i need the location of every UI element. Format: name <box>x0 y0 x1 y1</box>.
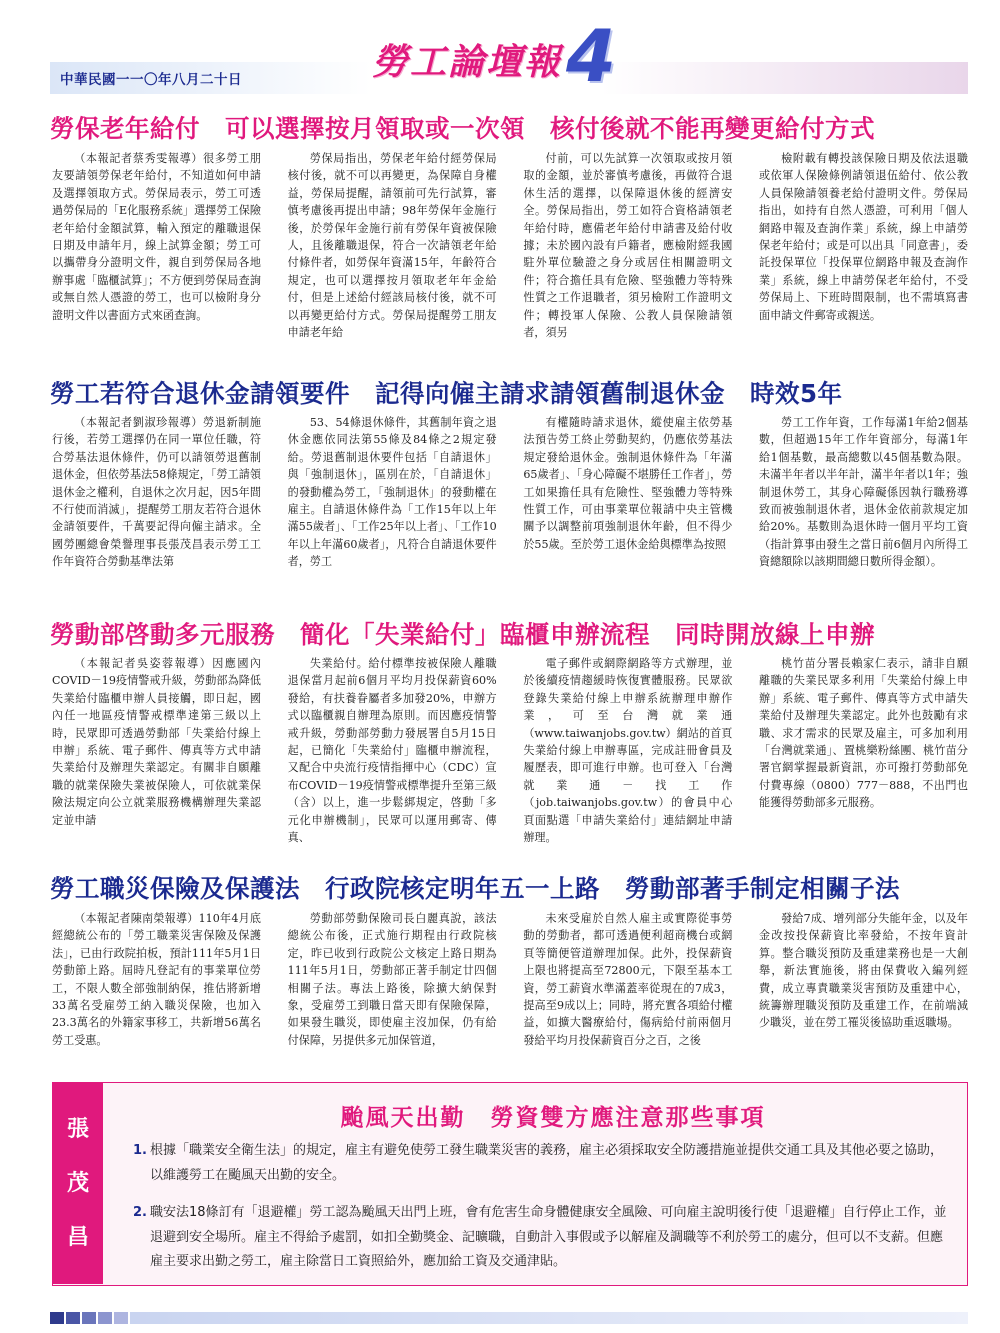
article-column: 53、54條退休條件，其舊制年資之退休金應依同法第55條及84條之2規定發給。勞退舊制退休要件包括「自請退休」與「強制退休」，區別在於，「自請退休」的發動權為勞工，「強制退休」的發動權在雇主。自請退休條件為「工作15年以上年滿55歲者」、「工作25年以上者」、「工作10年以上年滿60歲者」，凡符合自請退休要件者，勞工 <box>287 416 497 569</box>
article-headline: 勞動部啓動多元服務 簡化「失業給付」臨櫃申辦流程 同時開放線上申辦 <box>50 620 875 649</box>
newspaper-title: 勞工論壇報 <box>372 42 563 83</box>
article-column: 勞動部勞動保險司長白麗真說，該法總統公布後，正式施行期程由行政院核定，昨已收到行政院公文核定上路日期為111年5月1日，勞動部正著手制定廿四個相關子法。專法上路後，除擴大納保對象，受雇勞工到職日當天即有保險保障，如果發生職災，即使雇主沒加保，仍有給付保障，另提供多元加保管道， <box>287 912 497 1047</box>
article-column: 付前，可以先試算一次領取或按月領取的金額，並於審慎考慮後，再做符合退休生活的選擇，以保障退休後的經濟安全。勞保局指出，勞工如符合資格請領老年給付時，應備老年給付申請書及給付收據；未於國內設有戶籍者，應檢附經我國駐外單位驗證之身分或居住相關證明文件；符合擔任具有危險、堅強體力等特殊性質之工作退職者，須另檢附工作證明文件；轉投軍人保險、公教人員保險請領者，須另 <box>523 152 733 340</box>
footer-stripe <box>50 1312 968 1324</box>
author-char: 茂 <box>66 1170 89 1196</box>
article-column: 未來受雇於自然人雇主或實際從事勞動的勞動者，都可透過便利超商機台或網頁等簡便管道辦理加保。此外，投保薪資上限也將提高至72800元，下限至基本工資，勞工薪資水準滿蓋率從現在的7成3，提高至9成以上；同時，將充實各項給付權益，如擴大醫療給付，傷病給付前兩個月發給平均月投保薪資百分之百，之後 <box>523 912 733 1047</box>
article-body <box>52 414 968 610</box>
column-item <box>133 1139 953 1188</box>
article-headline: 勞工職災保險及保護法 行政院核定明年五一上路 勞動部著手制定相關子法 <box>50 874 900 903</box>
footer-block <box>82 1312 96 1324</box>
article-column: 檢附載有轉投該保險日期及依法退職或依軍人保險條例請領退伍給付、依公教人員保險請領養老給付證明文件。勞保局指出，如持有自然人憑證，可利用「個人網路申報及查詢作業」系統，線上申請勞保老年給付；或是可以出具「同意書」，委託投保單位「投保單位網路申報及查詢作業」系統，線上申請勞保老年給付，不受勞保局上、下班時間限制，也不需填寫書面申請文件郵寄或親送。 <box>758 152 968 322</box>
article-column: 有權隨時請求退休，縱使雇主依勞基法預告勞工終止勞動契約，仍應依勞基法規定發給退休金。強制退休條件為「年滿65歲者」、「身心障礙不堪勝任工作者」，勞工如果擔任具有危險性、堅強體力等特殊性質工作，可由事業單位報請中央主管機關予以調整前項強制退休年齡，但不得少於55歲。至於勞工退休金給與標準為按照 <box>523 416 733 551</box>
column-author <box>53 1083 103 1284</box>
page-number: 4 <box>566 14 617 98</box>
article-body <box>52 655 968 855</box>
issue-date: 中華民國一一〇年八月二十日 <box>60 72 242 88</box>
column-title: 颱風天出勤 勞資雙方應注意那些事項 <box>340 1105 766 1131</box>
footer-block <box>114 1312 128 1324</box>
column-item <box>133 1201 953 1275</box>
item-number: 1. <box>133 1143 147 1158</box>
article-column: （本報記者陳南榮報導）110年4月底經總統公布的「勞工職業災害保險及保護法」，已由行政院拍板，預計111年5月1日勞動節上路。屆時凡登記有的事業單位勞工，不限人數全部強制納保，推估將新增33萬名受雇勞工納入職災保險，也加入23.3萬名的外籍家事移工，共新增56萬名勞工受惠。 <box>52 912 261 1047</box>
article-column: 失業給付。給付標準按被保險人離職退保當月起前6個月平均月投保薪資60%發給，有扶養眷屬者多加發20%，申辦方式以臨櫃親自辦理為原則。而因應疫情警戒升級，勞動部勞動力發展署自5月15日起，已簡化「失業給付」臨櫃申辦流程，又配合中央流行疫情指揮中心（CDC）宣布COVID－19疫情警戒標準提升至第三級（含）以上，進一步鬆綁規定，啓動「多元化申辦機制」，民眾可以運用郵寄、傳真、 <box>287 657 497 845</box>
item-number: 2. <box>133 1205 147 1220</box>
article-column: 發給7成、增列部分失能年金，以及年金改按投保薪資比率發給，不按年資計算。整合職災預防及重建業務也是一大創舉，新法實施後，將由保費收入編列經費，成立專責職業災害預防及重建中心，統籌辦理職災預防及重建工作，在前端減少職災，並在勞工罹災後協助重返職場。 <box>758 912 968 1030</box>
article-column: 勞工工作年資，工作每滿1年給2個基數，但超過15年工作年資部分，每滿1年給1個基數，最高總數以45個基數為限。未滿半年者以半年計，滿半年者以1年；強制退休勞工，其身心障礙係因執行職務導致而被強制退休者，退休金依前款規定加給20%。基數則為退休時一個月平均工資（指計算事由發生之當日前6個月內所得工資總額除以該期間總日數所得金額）。 <box>758 416 968 569</box>
article-headline: 勞保老年給付 可以選擇按月領取或一次領 核付後就不能再變更給付方式 <box>50 114 875 143</box>
item-text: 職安法18條訂有「退避權」勞工認為颱風天出門上班，會有危害生命身體健康安全風險、可向雇主說明後行使「退避權」自行停止工作，並退避到安全場所。雇主不得給予處罰，如扣全勤獎金、記曠職，自動計入事假或予以解雇及調職等不利於勞工的處分，但可以不支薪。但應雇主要求出勤之勞工，雇主除當日工資照給外，應加給工資及交通津貼。 <box>150 1205 947 1269</box>
article-column: 桃竹苗分署長賴家仁表示，請非自願離職的失業民眾多利用「失業給付線上申辦」系統、電子郵件、傳真等方式申請失業給付及辦理失業認定。此外也鼓勵有求職、求才需求的民眾及雇主，可多加利用「台灣就業通」、置桃樂粉絲團、桃竹苗分署官網掌握最新資訊，亦可撥打勞動部免付費專線（0800）777－888，不出門也能獲得勞動部多元服務。 <box>758 657 968 810</box>
article-column: 電子郵件或網際網路等方式辦理，並於後續疫情趨緩時恢復實體服務。民眾欲登錄失業給付線上申辦系統辦理申辦作業，可至台灣就業通（www.taiwanjobs.gov.tw）網站的首頁失業給付線上申辦專區，完成註冊會員及履歷表，即可進行申辦。也可登入「台灣就業通－找工作（job.taiwanjobs.gov.tw）的會員中心頁面點選「申請失業給付」連結網址申請辦理。 <box>523 657 733 845</box>
article-body <box>52 910 968 1076</box>
article-column: （本報記者蔡秀雯報導）很多勞工朋友要請領勞保老年給付，不知道如何申請及選擇領取方式。勞保局表示，勞工可透過勞保局的「E化服務系統」選擇勞工保險老年給付金額試算，輸入預定的離職退保日期及申請年月，線上試算金額；勞工可以攜帶身分證明文件，親自到勞保局各地辦事處「臨櫃試算」；不方便到勞保局查詢或無自然人憑證的勞工，也可以檢附身分證明文件以書面方式來函查詢。 <box>52 152 261 322</box>
item-text: 根據「職業安全衛生法」的規定，雇主有避免使勞工發生職業災害的義務，雇主必須採取安全防護措施並提供交通工具及其他必要之協助，以維護勞工在颱風天出勤的安全。 <box>150 1143 944 1183</box>
footer-block <box>98 1312 112 1324</box>
footer-bar <box>130 1312 968 1324</box>
article-body <box>52 150 968 366</box>
column-box <box>52 1082 968 1286</box>
article-column: 勞保局指出，勞保老年給付經勞保局核付後，就不可以再變更，為保障自身權益，勞保局提醒，請領前可先行試算，審慎考慮後再提出申請；98年勞保年金施行後，於勞保年金施行前有勞保年資被保險人，且後離職退保，符合一次請領老年給付條件者，如勞保年資滿15年，年齡符合規定，也可以選擇按月領取老年年金給付，但是上述給付經該局核付後，就不可以再變更給付方式。勞保局提醒勞工朋友申請老年給 <box>287 152 497 340</box>
author-char: 張 <box>66 1116 89 1142</box>
article-column: （本報記者劉淑珍報導）勞退新制施行後，若勞工選擇仍在同一單位任職，符合勞基法退休條件，仍可以請領勞退舊制退休金，但依勞基法58條規定，「勞工請領退休金之權利，自退休之次月起，因5年間不行使而消滅」，提醒勞工朋友若符合退休金請領要件，千萬要記得向僱主請求。全國勞團總會榮譽理事長張茂昌表示勞工工作年資符合勞動基準法第 <box>52 416 261 569</box>
footer-block <box>66 1312 80 1324</box>
author-char: 昌 <box>66 1224 89 1250</box>
article-headline: 勞工若符合退休金請領要件 記得向僱主請求請領舊制退休金 時效5年 <box>50 379 843 408</box>
footer-block <box>50 1312 64 1324</box>
article-column: （本報記者吳姿蓉報導）因應國內COVID－19疫情警戒升級，勞動部為降低失業給付臨櫃申辦人員接觸，即日起，國內任一地區疫情警戒標準達第三級以上時，民眾即可透過勞動部「失業給付線上申辦」系統、電子郵件、傳真等方式申請失業給付及辦理失業認定。有關非自願離職的就業保險失業被保險人，可依就業保險法規定向公立就業服務機構辦理失業認定並申請 <box>52 657 261 827</box>
